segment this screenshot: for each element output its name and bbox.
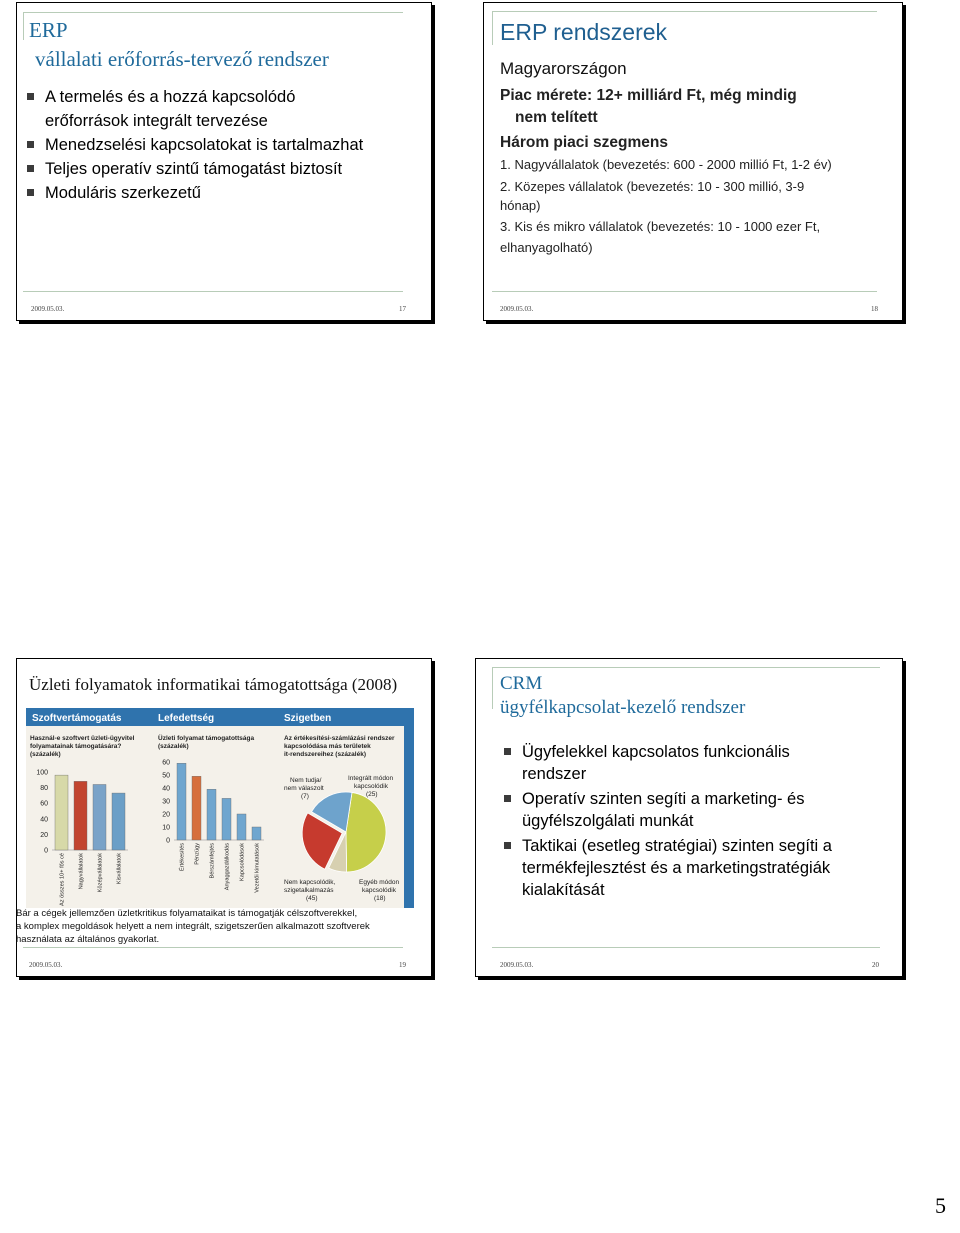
y-tick-label: 40 (40, 816, 48, 824)
slide-date: 2009.05.03. (500, 305, 534, 313)
slide-number: 19 (399, 961, 406, 969)
bullet-list (27, 85, 363, 205)
text-line: Piac mérete: 12+ milliárd Ft, még mindig (500, 87, 797, 104)
panel3-title-line: Az értékesítési-számlázási rendszer (284, 735, 395, 742)
pie-label: (25) (366, 791, 378, 798)
slide-top-rule (492, 667, 880, 668)
y-tick-label: 10 (162, 824, 170, 832)
page-number: 5 (935, 1193, 946, 1218)
slide-left-rule (492, 11, 493, 45)
bullet-icon (27, 93, 34, 100)
pie-label: Integrált módon (348, 775, 394, 782)
bar (237, 814, 246, 840)
slide-17 (16, 2, 432, 321)
text-line: 1. Nagyvállalatok (bevezetés: 600 - 2000 millió Ft, 1-2 év) (500, 157, 832, 172)
pie-slice (346, 792, 386, 872)
y-tick-label: 100 (36, 769, 48, 777)
slide-20 (475, 658, 903, 977)
text-line: 3. Kis és mikro vállalatok (bevezetés: 10 - 1000 ezer Ft, (500, 219, 821, 234)
text-line: Három piaci szegmens (500, 134, 668, 151)
y-tick-label: 40 (162, 785, 170, 793)
slide-left-rule (492, 667, 493, 709)
caption-line: Bár a cégek jellemzően üzletkritikus folyamataikat is támogatják célszoftverekkel, (16, 908, 358, 919)
pie-label: nem válaszolt (284, 785, 324, 792)
slide-title: ERP rendszerek (500, 19, 668, 45)
bar (207, 789, 216, 840)
x-tick-label: Nagyvállalatok (78, 853, 85, 890)
bullet-item: Ügyfelekkel kapcsolatos funkcionális rendszer (504, 741, 832, 785)
y-tick-label: 0 (166, 837, 170, 845)
pie-label: Nem tudja/ (290, 777, 322, 784)
text-line: hónap) (500, 198, 541, 213)
figure-header-3: Szigetben (284, 713, 332, 724)
text-line: elhanyagolható) (500, 240, 593, 255)
pie-chart-islands (302, 792, 386, 872)
figure-canvas (26, 708, 414, 908)
bullet-list (504, 741, 832, 901)
y-tick-label: 80 (40, 785, 48, 793)
bullet-icon (27, 189, 34, 196)
y-tick-label: 30 (162, 798, 170, 806)
bullet-icon (27, 141, 34, 148)
y-tick-label: 50 (162, 772, 170, 780)
slide-bottom-rule (492, 947, 880, 948)
x-tick-label: Az összes 10+ fős cé (59, 853, 66, 907)
slide-top-rule (23, 12, 403, 13)
bar (55, 775, 68, 850)
pie-label: szigetalkalmazás (284, 887, 334, 894)
pie-label: Nem kapcsolódik, (284, 879, 336, 886)
bullet-item: Menedzselési kapcsolatokat is tartalmazhat (27, 133, 363, 157)
bullet-icon (504, 795, 511, 802)
slide-date: 2009.05.03. (31, 305, 65, 313)
bar (222, 798, 231, 840)
support-figure (26, 708, 414, 908)
bar (252, 827, 261, 840)
pie-label: (7) (301, 793, 309, 800)
x-tick-label: Bérszámfejtés (209, 843, 216, 879)
caption-line: használata az általános gyakorlat. (16, 934, 160, 945)
bullet-icon (504, 748, 511, 755)
bar (192, 776, 201, 840)
panel1-title-line: Használ-e szoftvert üzleti-ügyvitel (30, 735, 135, 742)
bullet-item: Taktikai (esetleg stratégiai) szinten segíti a termékfejlesztést és a marketingstratégiák kialakítását (504, 835, 832, 901)
x-tick-label: Középvállalatok (97, 853, 104, 893)
slide-18 (483, 2, 903, 321)
slide-bottom-rule (492, 291, 877, 292)
slide-bottom-rule (23, 947, 403, 948)
text-line: Magyarországon (500, 59, 627, 78)
bar (93, 784, 106, 850)
text-line: 2. Közepes vállalatok (bevezetés: 10 - 300 millió, 3-9 (500, 179, 805, 194)
bullet-item: Teljes operatív szintű támogatást biztosít (27, 157, 363, 181)
slide-bottom-rule (23, 291, 403, 292)
bar (112, 793, 125, 850)
y-tick-label: 0 (44, 847, 48, 855)
x-tick-label: Anyaggazdálkodás (224, 843, 231, 891)
bullet-icon (27, 165, 34, 172)
panel2-title-line: Üzleti folyamat támogatottsága (158, 735, 255, 742)
x-tick-label: Kapcsolódások (239, 843, 246, 881)
bullet-item: Operatív szinten segíti a marketing- és ügyfélszolgálati munkát (504, 788, 832, 832)
slide-subtitle: ügyfélkapcsolat-kezelő rendszer (500, 697, 746, 718)
x-tick-label: Értékesítés (179, 843, 186, 871)
text-line: nem telített (515, 109, 598, 126)
figure-header-1: Szoftvertámogatás (32, 713, 122, 724)
y-tick-label: 20 (40, 831, 48, 839)
y-tick-label: 60 (162, 759, 170, 767)
y-tick-label: 60 (40, 800, 48, 808)
bar (177, 763, 186, 840)
slide-date: 2009.05.03. (29, 961, 63, 969)
panel1-title-line: (százalék) (30, 751, 61, 758)
bullet-item-continuation: erőforrások integrált tervezése (45, 112, 268, 130)
slide-title: Üzleti folyamatok informatikai támogatottsága (2008) (29, 675, 398, 694)
slide-date: 2009.05.03. (500, 961, 534, 969)
pie-label: (18) (374, 895, 386, 902)
bar-chart-coverage (162, 760, 264, 893)
panel1-title-line: folyamatainak támogatására? (30, 743, 122, 750)
panel3-title-line: it-rendszereihez (százalék) (284, 751, 367, 758)
slide-title: CRM (500, 673, 543, 694)
slide-title: ERP (29, 18, 68, 42)
slide-number: 20 (872, 961, 879, 969)
pie-label: Egyéb módon (359, 879, 400, 886)
caption-line: a komplex megoldások helyett a nem integrált, szigetszerűen alkalmazott szoftverek (16, 921, 370, 932)
bar (74, 781, 87, 850)
x-tick-label: Kisvállalatok (116, 853, 123, 885)
pie-label: kapcsolódik (362, 887, 396, 894)
slide-number: 17 (399, 305, 406, 313)
x-tick-label: Pénzügy (194, 843, 201, 865)
pie-label: kapcsolódik (354, 783, 388, 790)
bullet-icon (504, 842, 511, 849)
slide-subtitle: vállalati erőforrás-tervező rendszer (35, 47, 329, 71)
bar-chart-software-use (36, 770, 128, 907)
pie-label: (45) (306, 895, 318, 902)
slide-top-rule (492, 11, 877, 12)
x-tick-label: Vezetői kimutatások (254, 843, 261, 893)
bullet-item: Moduláris szerkezetű (27, 181, 363, 205)
figure-header-2: Lefedettség (158, 713, 215, 724)
y-tick-label: 20 (162, 811, 170, 819)
panel2-title-line: (százalék) (158, 743, 189, 750)
slide-left-rule (23, 12, 24, 40)
slide-number: 18 (871, 305, 878, 313)
bullet-item: A termelés és a hozzá kapcsolódó (27, 85, 363, 109)
panel3-title-line: kapcsolódása más területek (284, 743, 371, 750)
figure-side-strip (404, 726, 414, 908)
